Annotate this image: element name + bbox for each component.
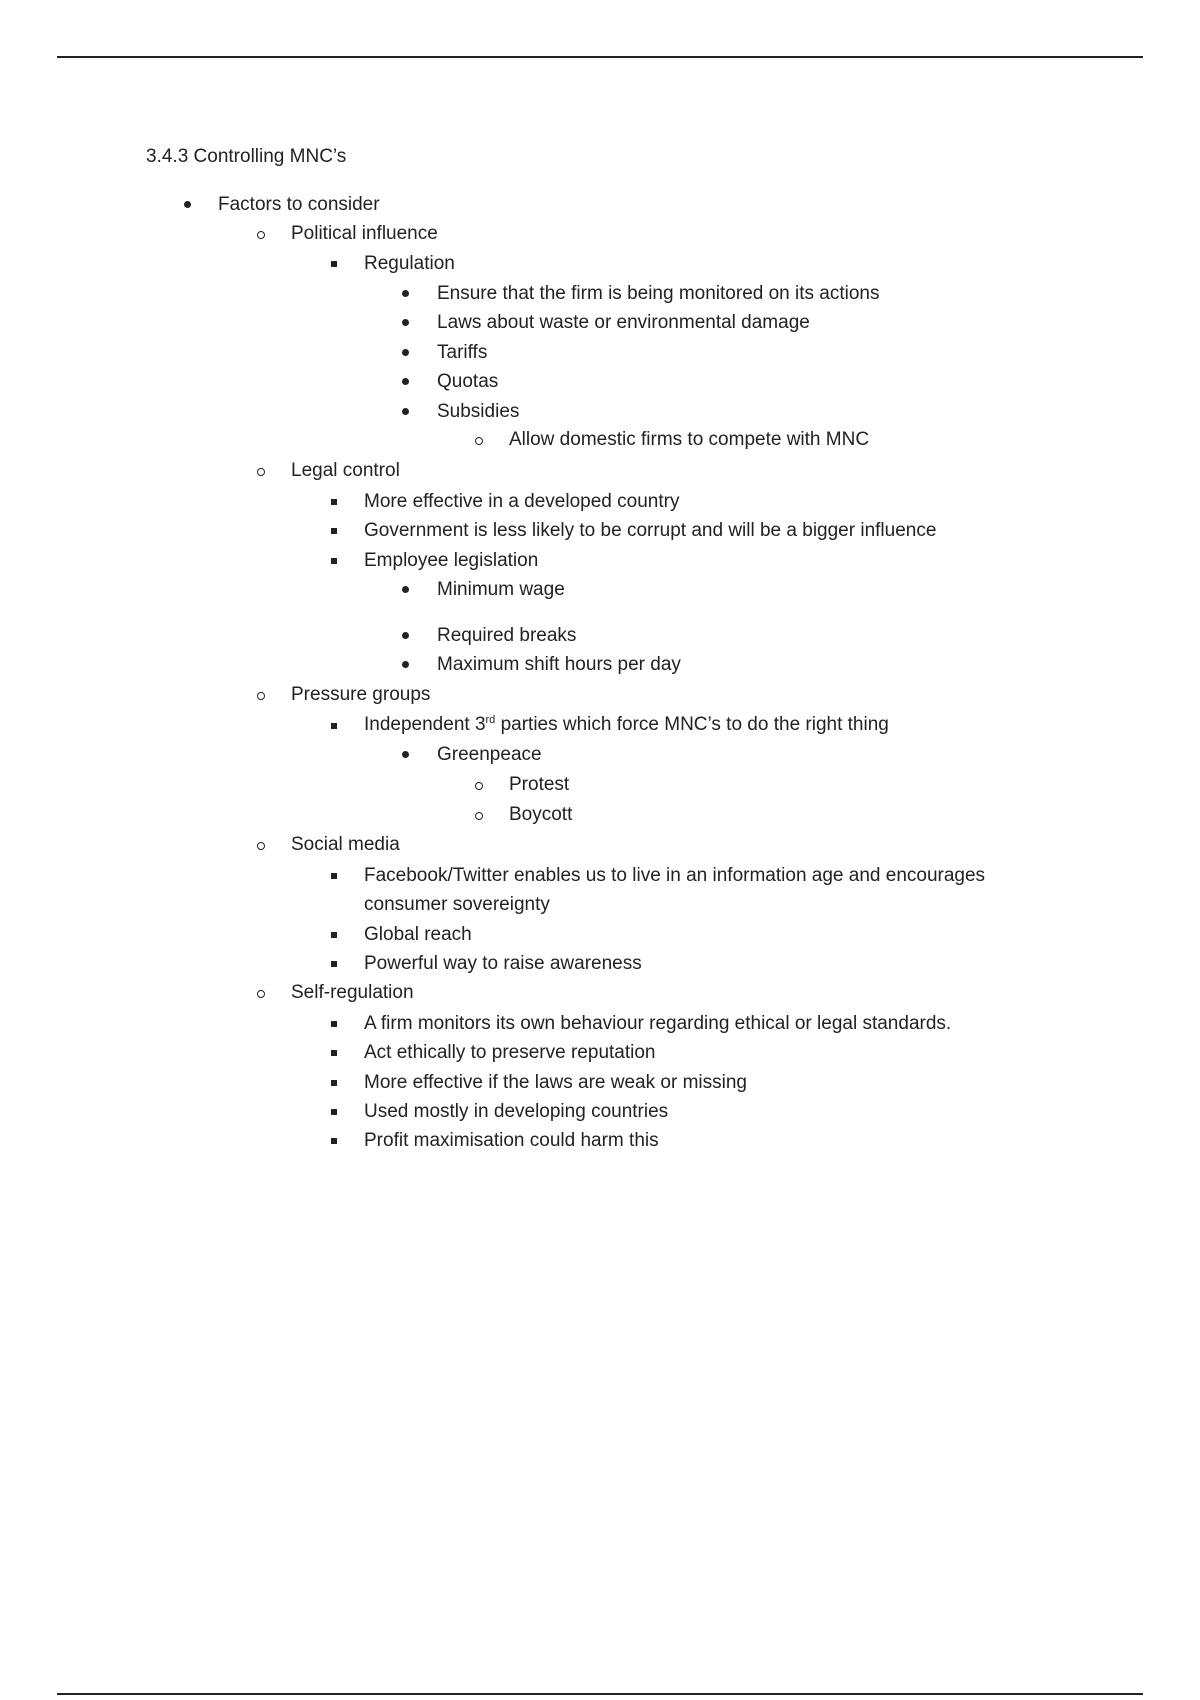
bullet-circle-icon bbox=[475, 812, 483, 820]
bullet-dot-icon bbox=[402, 661, 409, 668]
list-item: Powerful way to raise awareness bbox=[364, 953, 642, 974]
list-item: Government is less likely to be corrupt and will be a bigger influence bbox=[364, 520, 937, 541]
list-item: Facebook/Twitter enables us to live in an information age and encourages bbox=[364, 865, 986, 886]
bullet-square-icon bbox=[331, 558, 337, 564]
bullet-dot-icon bbox=[402, 632, 409, 639]
section-heading: 3.4.3 Controlling MNC’s bbox=[146, 146, 347, 167]
list-item bbox=[364, 713, 889, 737]
list-item: Profit maximisation could harm this bbox=[364, 1130, 659, 1151]
list-item-legal: Legal control bbox=[291, 460, 400, 481]
bullet-circle-icon bbox=[475, 437, 483, 445]
list-item: Ensure that the firm is being monitored on its actions bbox=[437, 283, 880, 304]
text-run: Independent 3 bbox=[364, 714, 486, 735]
bullet-square-icon bbox=[331, 1050, 337, 1056]
bullet-square-icon bbox=[331, 961, 337, 967]
list-item: Subsidies bbox=[437, 401, 520, 422]
bullet-dot-icon bbox=[402, 751, 409, 758]
list-item: Allow domestic firms to compete with MNC bbox=[509, 429, 870, 450]
bullet-dot-icon bbox=[184, 201, 191, 208]
list-item-pressure: Pressure groups bbox=[291, 684, 431, 705]
list-item: Required breaks bbox=[437, 625, 577, 646]
superscript: rd bbox=[485, 714, 496, 726]
bullet-dot-icon bbox=[402, 586, 409, 593]
list-item: Used mostly in developing countries bbox=[364, 1101, 669, 1122]
list-item: Quotas bbox=[437, 371, 499, 392]
bullet-square-icon bbox=[331, 499, 337, 505]
list-item-social: Social media bbox=[291, 834, 400, 855]
bullet-square-icon bbox=[331, 723, 337, 729]
bullet-dot-icon bbox=[402, 290, 409, 297]
bullet-dot-icon bbox=[402, 408, 409, 415]
bullet-dot-icon bbox=[402, 319, 409, 326]
bullet-square-icon bbox=[331, 1021, 337, 1027]
list-item: More effective if the laws are weak or missing bbox=[364, 1072, 747, 1093]
bullet-square-icon bbox=[331, 932, 337, 938]
bullet-circle-icon bbox=[257, 468, 265, 476]
bullet-square-icon bbox=[331, 873, 337, 879]
list-item: Maximum shift hours per day bbox=[437, 654, 681, 675]
bullet-circle-icon bbox=[257, 990, 265, 998]
text-run: parties which force MNC’s to do the right thing bbox=[495, 714, 889, 735]
list-item-political: Political influence bbox=[291, 223, 438, 244]
bullet-square-icon bbox=[331, 1138, 337, 1144]
bullet-square-icon bbox=[331, 1109, 337, 1115]
list-item: Tariffs bbox=[437, 342, 488, 363]
list-item-regulation: Regulation bbox=[364, 253, 455, 274]
bullet-circle-icon bbox=[257, 692, 265, 700]
bullet-square-icon bbox=[331, 261, 337, 267]
bullet-circle-icon bbox=[475, 782, 483, 790]
list-item: A firm monitors its own behaviour regarding ethical or legal standards. bbox=[364, 1013, 952, 1034]
bullet-circle-icon bbox=[257, 842, 265, 850]
list-item: Employee legislation bbox=[364, 550, 539, 571]
list-item: Minimum wage bbox=[437, 579, 565, 600]
list-item: Protest bbox=[509, 774, 570, 795]
list-item: Greenpeace bbox=[437, 744, 542, 765]
list-item: Act ethically to preserve reputation bbox=[364, 1042, 656, 1063]
list-item-self: Self-regulation bbox=[291, 982, 414, 1003]
list-item-continuation: consumer sovereignty bbox=[364, 894, 550, 915]
bullet-dot-icon bbox=[402, 378, 409, 385]
list-item: More effective in a developed country bbox=[364, 491, 680, 512]
bullet-square-icon bbox=[331, 528, 337, 534]
list-item: Global reach bbox=[364, 924, 472, 945]
list-item-factors: Factors to consider bbox=[218, 194, 380, 215]
bullet-square-icon bbox=[331, 1080, 337, 1086]
list-item: Boycott bbox=[509, 804, 573, 825]
list-item: Laws about waste or environmental damage bbox=[437, 312, 810, 333]
bullet-dot-icon bbox=[402, 349, 409, 356]
bullet-circle-icon bbox=[257, 231, 265, 239]
